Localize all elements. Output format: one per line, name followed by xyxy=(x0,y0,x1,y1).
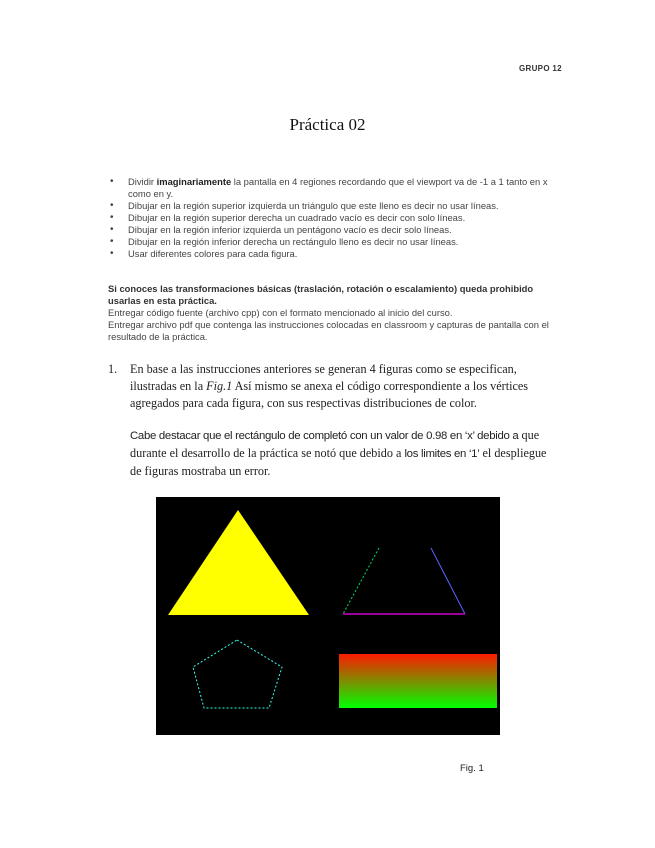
figure-canvas xyxy=(156,497,500,735)
figure-reference: Fig.1 xyxy=(206,379,233,393)
figure-caption: Fig. 1 xyxy=(460,763,484,774)
filled-rectangle xyxy=(339,654,497,708)
list-item-text: Usar diferentes colores para cada figura. xyxy=(128,248,298,259)
item-text xyxy=(130,361,563,412)
list-item xyxy=(108,212,568,224)
item-text-part: En base a las instrucciones anteriores se generan 4 figuras como se especifican, ilustradas en la xyxy=(130,362,517,393)
figure-screenshot xyxy=(156,497,500,735)
filled-triangle xyxy=(168,510,309,615)
list-item xyxy=(108,176,568,200)
list-item xyxy=(108,200,568,212)
list-item-bold: imaginariamente xyxy=(156,176,232,187)
remark-text: el despliegue de figuras mostraba un error. xyxy=(130,446,547,478)
delivery-line: Entregar código fuente (archivo cpp) con el formato mencionado al inicio del curso. xyxy=(108,307,453,318)
item-text-part: Así mismo se anexa el código correspondiente a los vértices agregados para cada figura, con sus respectivas distribuciones de color. xyxy=(130,379,529,410)
list-item-text: Dibujar en la región superior derecha un cuadrado vacío es decir con solo líneas. xyxy=(128,212,466,223)
remark-text: los limites en ‘1’ xyxy=(404,448,480,460)
delivery-line: Entregar archivo pdf que contenga las instrucciones colocadas en classroom y capturas de pantalla con el resultado de la práctica. xyxy=(108,319,549,342)
list-item-text: la pantalla en 4 regiones recordando que el viewport va de -1 a 1 tanto en x como en y. xyxy=(128,176,548,199)
list-item xyxy=(108,224,568,236)
outline-quadrilateral xyxy=(343,548,465,614)
item-number: 1. xyxy=(108,362,118,376)
outline-pentagon xyxy=(193,640,282,708)
list-item-text: Dibujar en la región superior izquierda un triángulo que este lleno es decir no usar líneas. xyxy=(128,200,499,211)
remark-text: que durante el desarrollo de la práctica se notó que debido a xyxy=(130,428,540,460)
warning-text: Si conoces las transformaciones básicas (traslación, rotación o escalamiento) queda prohibido usarlas en esta práctica. xyxy=(108,283,534,306)
page-title: Práctica 02 xyxy=(289,115,366,134)
list-item-text: Dividir xyxy=(128,176,157,187)
list-item-text: Dibujar en la región inferior derecha un rectángulo lleno es decir no usar líneas. xyxy=(128,236,459,247)
numbered-item xyxy=(108,361,563,412)
remark-paragraph xyxy=(130,427,560,480)
list-item xyxy=(108,236,568,248)
instructions-list xyxy=(108,176,568,260)
list-item xyxy=(108,248,568,260)
group-label: GRUPO 12 xyxy=(519,64,562,73)
remark-text: Cabe destacar que el rectángulo de completó con un valor de 0.98 en ‘x’ debido a xyxy=(130,430,519,442)
list-item-text: Dibujar en la región inferior izquierda un pentágono vacío es decir solo líneas. xyxy=(128,224,452,235)
delivery-note xyxy=(108,283,568,343)
